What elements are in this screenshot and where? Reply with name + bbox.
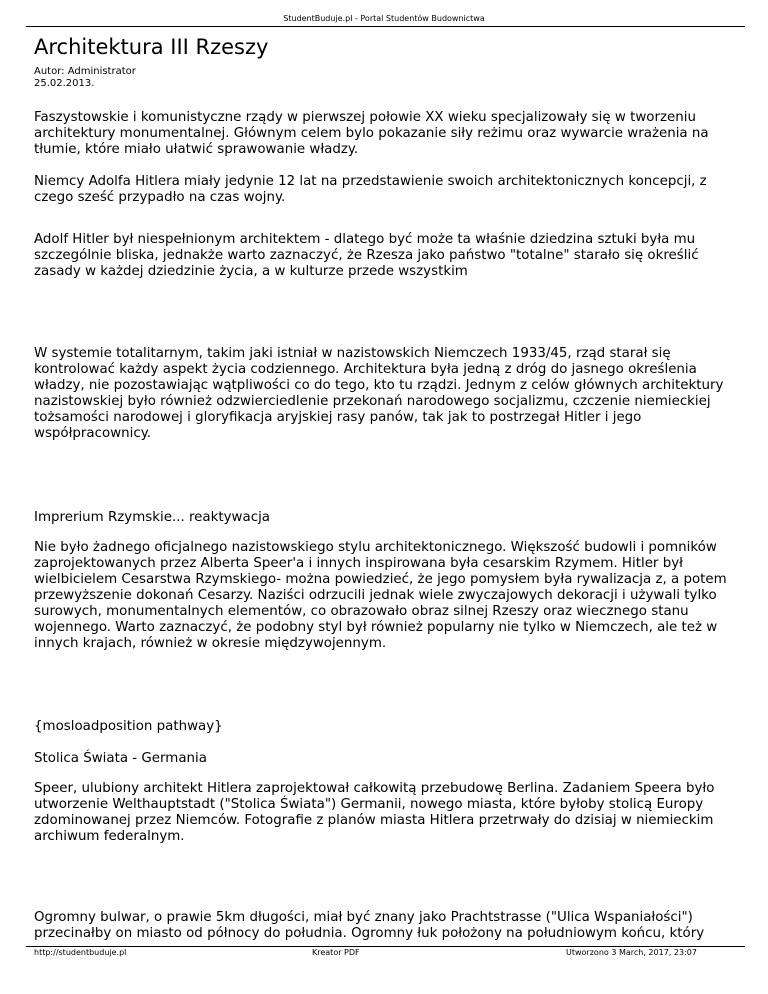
paragraph-hitler-years: Niemcy Adolfa Hitlera miały jedynie 12 lat na przedstawienie swoich architektonicznych koncepcji, z czego sześć przypadło na czas wojny. xyxy=(34,174,707,205)
paragraph-hitler-architect: Adolf Hitler był niespełnionym architektem - dlatego być może ta właśnie dziedzina sztuki była mu szczególnie bliska, jednakże warto zaznaczyć, że Rzesza jako państwo "totalne" starało się określić zasady w każdej dziedzinie życia, a w kulturze przede wszystkim xyxy=(34,232,699,279)
paragraph-boulevard: Ogromny bulwar, o prawie 5km długości, miał być znany jako Prachtstrasse ("Ulica Wspaniałości") przecinałby on miasto od północy do południa. Ogromny łuk położony na południowym końcu, który xyxy=(34,910,705,941)
paragraph-totalitarian-system: W systemie totalitarnym, takim jaki istniał w nazistowskich Niemczech 1933/45, rząd starał się kontrolować każdy aspekt życia codziennego. Architektura była jedną z dróg do jasnego określenia władzy, nie pozostawiając wątpliwości co do tego, kto tu rządzi. Jednym z celów głównych architektury nazistowskiej było również odzwierciedlenie przekonań narodowego socjalizmu, czczenie niemieckiej tożsamości narodowej i gloryfikacja aryjskiej rasy panów, tak jak to postrzegał Hitler i jego współpracownicy. xyxy=(34,346,724,441)
paragraph-roman-style: Nie było żadnego oficjalnego nazistowskiego stylu architektonicznego. Większość budowli i pomników zaprojektowanych przez Alberta Speer'a i innych inspirowana była cesarskim Rzymem. Hitler był wielbicielem Cesarstwa Rzymskiego- można powiedzieć, że jego pomysłem była rywalizacja z, a potem przewyższenie dokonań Cesarzy. Naziści odrzucili jednak wiele zwyczajowych dekoracji i używali tylko surowych, monumentalnych elementów, co obrazowało obraz silnej Rzeszy oraz wiecznego stanu wojennego. Warto zaznaczyć, że podobny styl był również popularny nie tylko w Niemczech, ale też w innych krajach, również w okresie międzywojennym. xyxy=(34,540,727,651)
footer-generator: Kreator PDF xyxy=(312,948,360,957)
section-heading-rome: Imprerium Rzymskie... reaktywacja xyxy=(34,510,271,525)
article-author: Autor: Administrator xyxy=(34,66,136,77)
article-date: 25.02.2013. xyxy=(34,78,95,89)
section-heading-germania: Stolica Świata - Germania xyxy=(34,751,207,766)
placeholder-mosloadposition: {mosloadposition pathway} xyxy=(34,719,223,734)
article-meta xyxy=(34,66,136,90)
footer-created-date: Utworzono 3 March, 2017, 23:07 xyxy=(566,948,697,957)
header-divider xyxy=(26,26,745,27)
article-title: Architektura III Rzeszy xyxy=(34,35,269,59)
paragraph-intro: Faszystowskie i komunistyczne rządy w pierwszej połowie XX wieku specjalizowały się w tworzeniu architektury monumentalnej. Głównym celem bylo pokazanie siły reżimu oraz wywarcie wrażenia na tłumie, które miało ułatwić sprawowanie władzy. xyxy=(34,110,709,157)
paragraph-speer-berlin: Speer, ulubiony architekt Hitlera zaprojektował całkowitą przebudowę Berlina. Zadaniem Speera było utworzenie Welthauptstadt ("Stolica Świata") Germanii, nowego miasta, które byłoby stolicą Europy zdominowanej przez Niemców. Fotografie z planów miasta Hitlera przetrwały do dzisiaj w niemieckim archiwum federalnym. xyxy=(34,781,715,844)
footer-divider xyxy=(26,946,745,947)
footer-url: http://studentbuduje.pl xyxy=(34,948,127,957)
page-header-site-title: StudentBuduje.pl - Portal Studentów Budownictwa xyxy=(283,14,485,23)
